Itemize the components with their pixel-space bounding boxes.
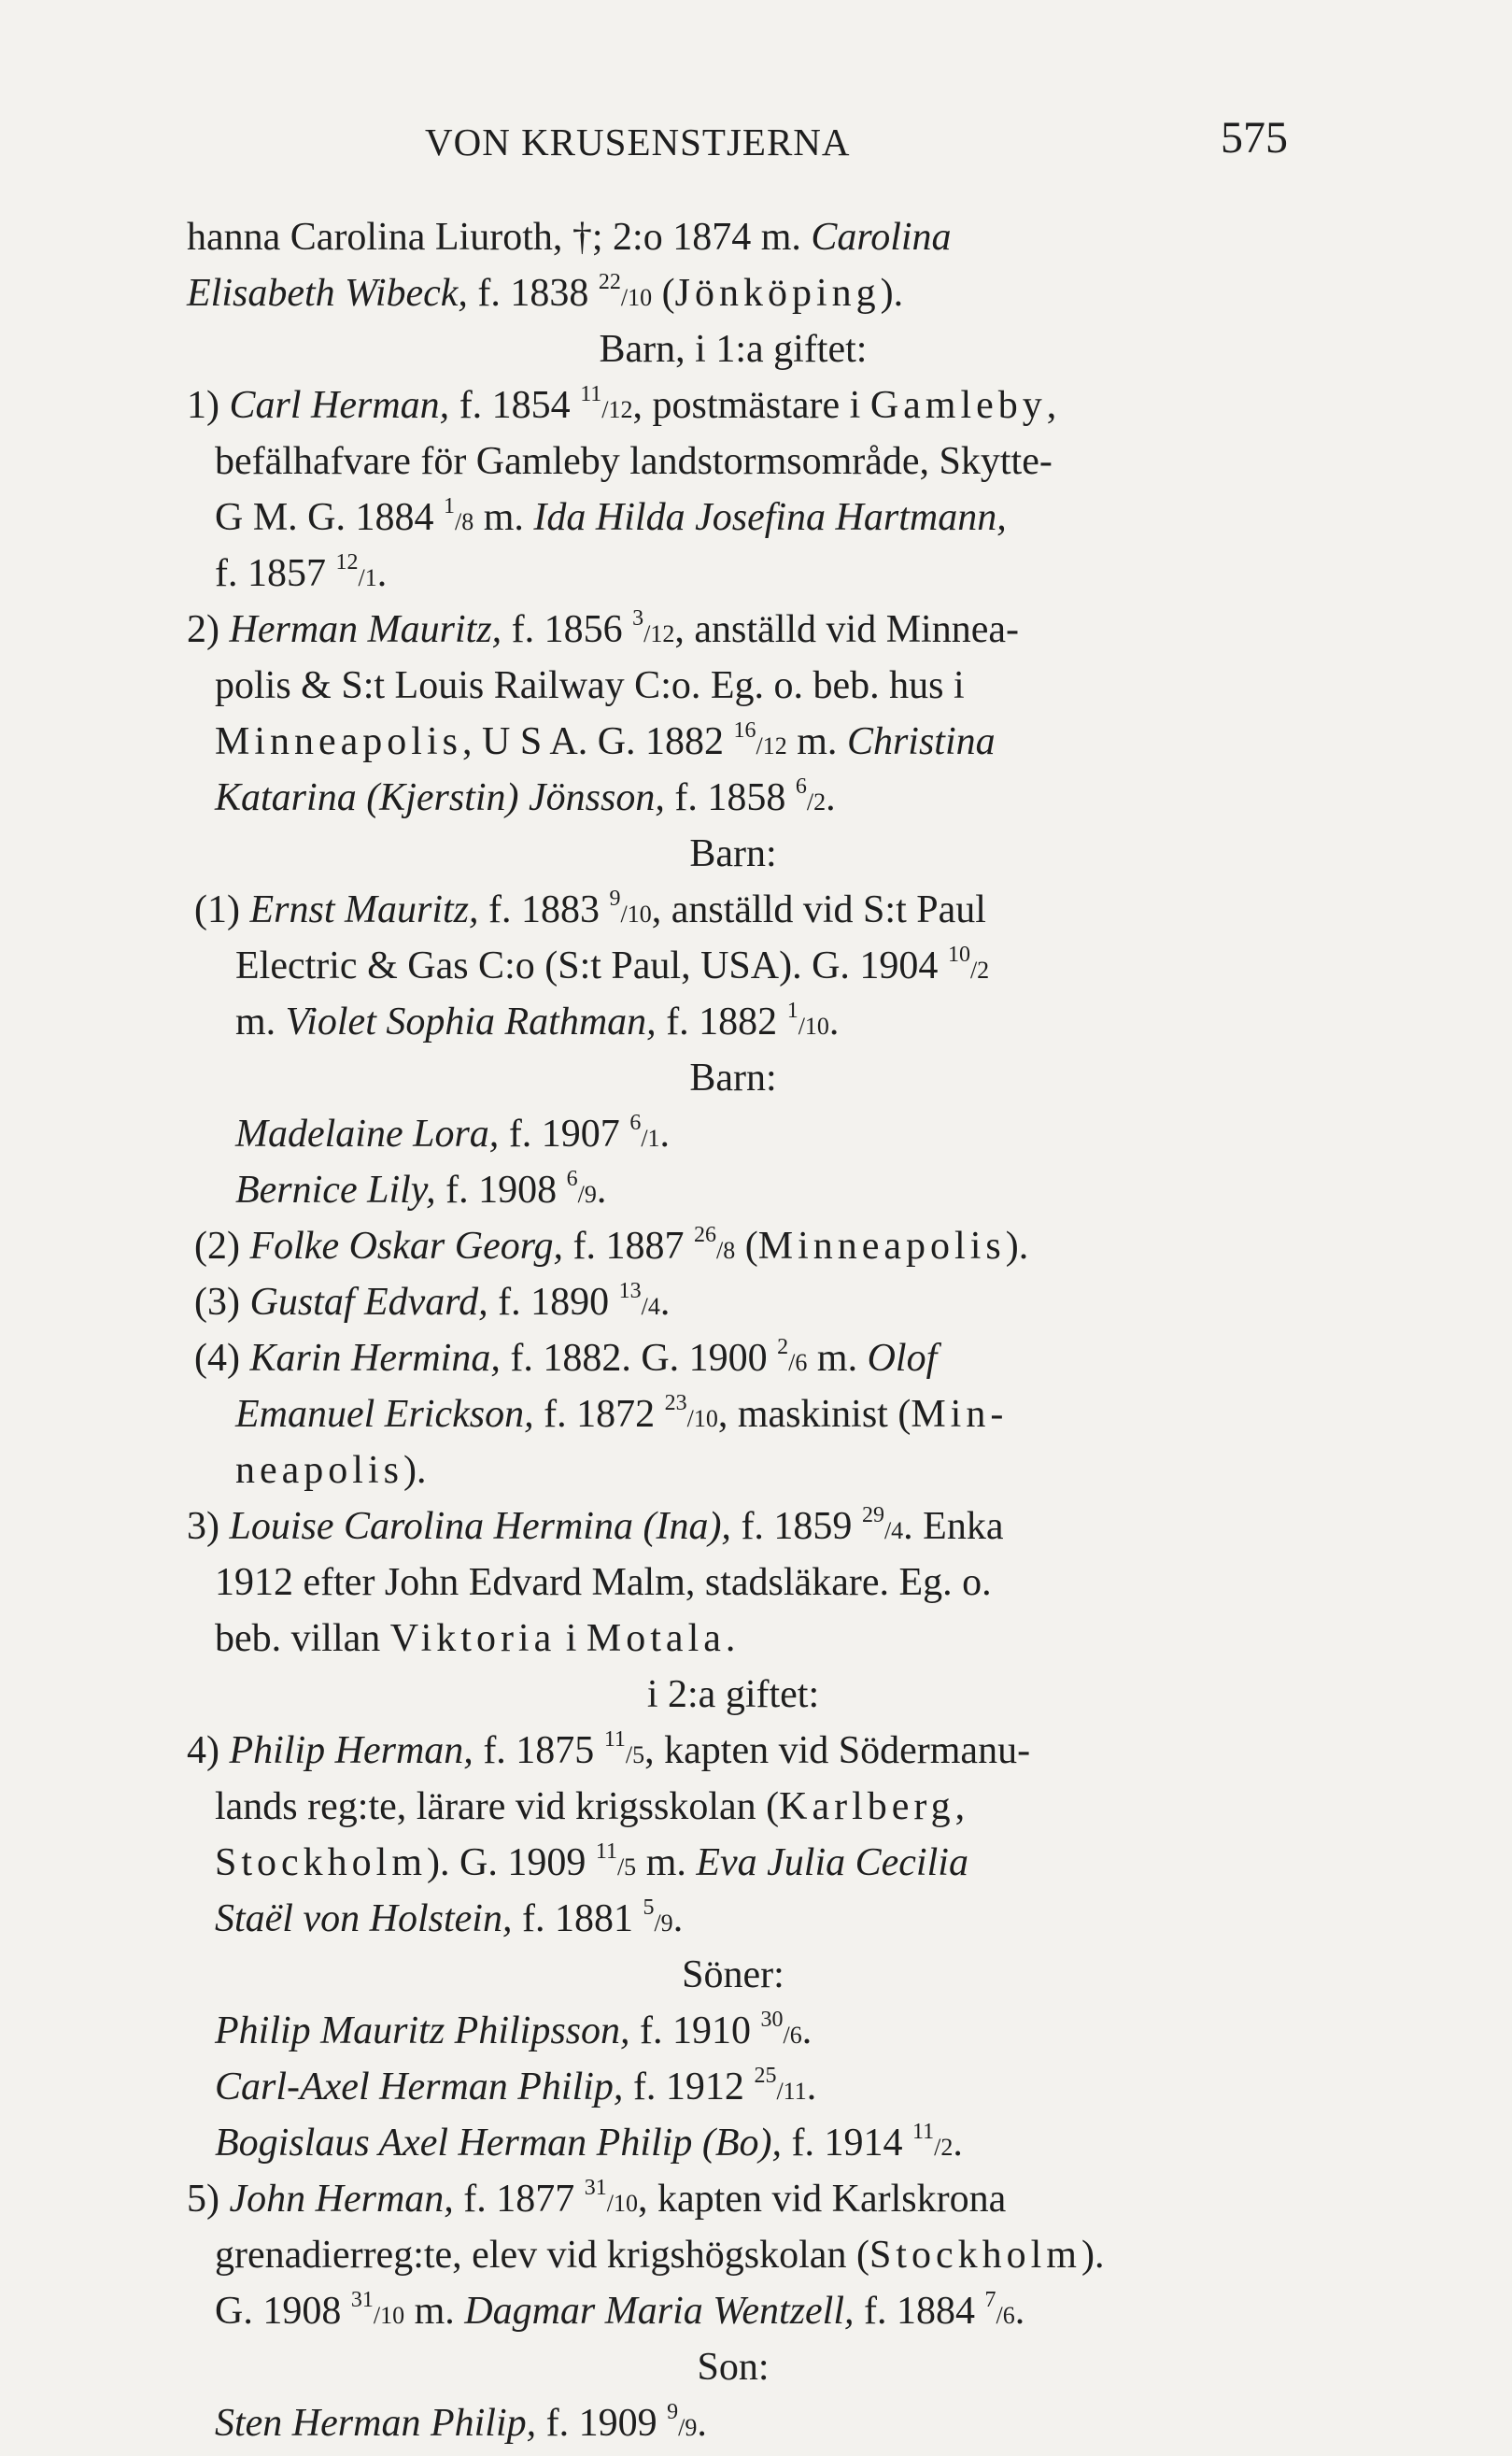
text-line bbox=[187, 1723, 1279, 1779]
date-day: 9 bbox=[609, 887, 621, 911]
text-run: f. 1857 bbox=[215, 552, 336, 595]
text-run: . bbox=[953, 2122, 963, 2165]
date-month: /1 bbox=[358, 564, 377, 591]
text-run: G. 1908 bbox=[215, 2290, 351, 2333]
text-line bbox=[187, 2003, 1279, 2059]
date-month: /8 bbox=[716, 1237, 736, 1264]
text-run: 1) bbox=[187, 384, 230, 427]
text-line bbox=[187, 1442, 1279, 1498]
text-run: f. 1854 bbox=[449, 384, 581, 427]
text-run: f. 1914 bbox=[781, 2122, 912, 2165]
italic-name: Ernst Mauritz, bbox=[249, 888, 479, 931]
date-month: /2 bbox=[934, 2134, 954, 2161]
date-day: 9 bbox=[667, 2400, 679, 2424]
text-run: lands reg:te, lärare vid krigsskolan ( bbox=[215, 1785, 780, 1828]
text-run: . bbox=[672, 1897, 684, 1940]
text-line bbox=[187, 2171, 1279, 2227]
italic-name: Madelaine Lora, bbox=[235, 1113, 500, 1156]
text-run: f. 1912 bbox=[623, 2066, 755, 2108]
text-run: f. 1909 bbox=[536, 2402, 668, 2445]
spaced-place-name: Minneapolis bbox=[215, 720, 462, 763]
text-run: f. 1908 bbox=[435, 1169, 567, 1212]
text-run: , maskinist ( bbox=[717, 1393, 911, 1436]
text-run: f. 1887 bbox=[563, 1225, 695, 1268]
date-month: /6 bbox=[996, 2302, 1015, 2329]
text-run: f. 1907 bbox=[499, 1113, 630, 1156]
text-run: befälhafvare för Gamleby landstormsområde, Skytte- bbox=[215, 440, 1053, 483]
date-day: 30 bbox=[760, 2008, 784, 2032]
date-month: /10 bbox=[620, 284, 653, 311]
spaced-place-name: Viktoria bbox=[389, 1617, 557, 1660]
text-run: f. 1838 bbox=[467, 272, 599, 315]
italic-name: Louise Carolina Hermina (Ina), bbox=[229, 1505, 731, 1548]
text-run: grenadierreg:te, elev vid krigshögskolan ( bbox=[215, 2234, 869, 2277]
text-run: 1912 efter John Edvard Malm, stadsläkare. Eg. o. bbox=[215, 1561, 992, 1604]
text-line bbox=[187, 1947, 1279, 2003]
text-line bbox=[187, 1050, 1279, 1106]
date-month: /9 bbox=[577, 1181, 597, 1208]
text-run: f. 1872 bbox=[533, 1393, 665, 1436]
italic-name: Olof bbox=[867, 1337, 938, 1380]
text-run: Barn: bbox=[689, 832, 777, 875]
date-month: /8 bbox=[455, 508, 474, 535]
text-run: f. 1884 bbox=[854, 2290, 985, 2333]
text-run: , U S A. G. 1882 bbox=[461, 720, 734, 763]
text-run: Söner: bbox=[682, 1953, 784, 1996]
italic-name: Eva Julia Cecilia bbox=[696, 1841, 968, 1884]
date-day: 12 bbox=[335, 550, 359, 575]
date-month: /12 bbox=[601, 396, 633, 423]
date-month: /2 bbox=[969, 957, 990, 984]
date-day: 23 bbox=[664, 1391, 687, 1415]
text-run: . bbox=[826, 776, 836, 819]
date-day: 31 bbox=[584, 2176, 607, 2200]
text-run: ). G. 1909 bbox=[427, 1841, 596, 1884]
date-day: 1 bbox=[444, 494, 456, 518]
date-day: 13 bbox=[618, 1279, 642, 1303]
date-month: /4 bbox=[641, 1293, 660, 1320]
text-run: G M. G. 1884 bbox=[215, 496, 445, 539]
text-run: ). bbox=[880, 272, 904, 315]
text-run: m. bbox=[807, 1337, 868, 1380]
text-run: . bbox=[828, 1001, 840, 1043]
text-run: 2) bbox=[187, 608, 230, 651]
text-run: . bbox=[806, 2066, 817, 2108]
text-line bbox=[187, 1274, 1279, 1330]
date-month: /5 bbox=[625, 1741, 645, 1768]
text-line bbox=[187, 2283, 1279, 2339]
italic-name: Carl-Axel Herman Philip, bbox=[215, 2066, 624, 2108]
date-month: /2 bbox=[806, 788, 827, 816]
date-day: 2 bbox=[777, 1335, 789, 1359]
text-line bbox=[187, 1330, 1279, 1386]
spaced-place-name: Motala bbox=[586, 1617, 726, 1660]
italic-name: Elisabeth Wibeck, bbox=[187, 272, 468, 315]
date-day: 1 bbox=[786, 999, 798, 1023]
text-run: f. 1881 bbox=[512, 1897, 643, 1940]
italic-name: Karin Hermina, bbox=[249, 1337, 501, 1380]
text-line bbox=[187, 602, 1279, 658]
text-run: m. bbox=[636, 1841, 697, 1884]
text-line bbox=[187, 2395, 1279, 2451]
page-header bbox=[187, 103, 1288, 168]
genealogy-text bbox=[187, 209, 1279, 2451]
date-month: /9 bbox=[654, 1909, 673, 1937]
date-month: /10 bbox=[620, 901, 652, 928]
text-run: i 2:a giftet: bbox=[646, 1673, 820, 1716]
text-line bbox=[187, 209, 1279, 265]
date-month: /12 bbox=[643, 620, 675, 647]
text-run: ). bbox=[403, 1449, 427, 1492]
date-day: 11 bbox=[595, 1839, 617, 1864]
text-line bbox=[187, 994, 1279, 1050]
text-run: . bbox=[801, 2009, 813, 2052]
spaced-place-name: Stockholm bbox=[869, 2234, 1081, 2277]
text-line bbox=[187, 1386, 1279, 1442]
date-month: /10 bbox=[798, 1013, 829, 1040]
date-day: 22 bbox=[598, 270, 621, 294]
italic-name: Dagmar Maria Wentzell, bbox=[464, 2290, 855, 2333]
text-run: m. bbox=[235, 1001, 286, 1043]
text-run: (2) bbox=[194, 1225, 250, 1268]
text-run: . bbox=[725, 1617, 736, 1660]
italic-name: Philip Herman, bbox=[229, 1729, 473, 1772]
italic-name: Bernice Lily, bbox=[235, 1169, 436, 1212]
text-line bbox=[187, 546, 1279, 602]
date-month: /4 bbox=[883, 1517, 904, 1544]
date-month: /6 bbox=[788, 1349, 808, 1376]
text-line bbox=[187, 321, 1279, 377]
text-run: Barn: bbox=[689, 1057, 777, 1100]
text-run: f. 1877 bbox=[453, 2178, 585, 2221]
date-month: /11 bbox=[776, 2078, 807, 2105]
italic-name: Staël von Holstein, bbox=[215, 1897, 513, 1940]
text-line bbox=[187, 490, 1279, 546]
text-line bbox=[187, 714, 1279, 770]
text-line bbox=[187, 1106, 1279, 1162]
text-run: , kapten vid Karlskrona bbox=[638, 2178, 1007, 2221]
text-run: hanna Carolina Liuroth, †; 2:o 1874 m. bbox=[187, 216, 812, 259]
text-line bbox=[187, 826, 1279, 882]
date-month: /10 bbox=[606, 2190, 639, 2217]
italic-name: Christina bbox=[846, 720, 996, 763]
italic-name: Carolina bbox=[811, 216, 952, 259]
date-month: /5 bbox=[616, 1853, 637, 1881]
text-run: . bbox=[697, 2402, 707, 2445]
text-run: Son: bbox=[697, 2346, 770, 2389]
text-run: . bbox=[596, 1169, 607, 1212]
running-title: VON KRUSENSTJERNA bbox=[425, 121, 851, 163]
date-day: 29 bbox=[861, 1503, 884, 1527]
text-run: , bbox=[1046, 384, 1057, 427]
text-run: ( bbox=[652, 272, 675, 315]
text-run: polis & S:t Louis Railway C:o. Eg. o. beb. hus i bbox=[215, 664, 965, 707]
text-run: f. 1859 bbox=[730, 1505, 862, 1548]
italic-name: Katarina (Kjerstin) Jönsson, bbox=[215, 776, 665, 819]
date-day: 6 bbox=[795, 774, 807, 799]
text-run: , anställd vid S:t Paul bbox=[651, 888, 986, 931]
spaced-place-name: Minneapolis bbox=[757, 1225, 1006, 1268]
text-run: m. bbox=[404, 2290, 465, 2333]
text-line bbox=[187, 2115, 1279, 2171]
spaced-place-name: Gamleby bbox=[869, 384, 1047, 427]
text-run: f. 1875 bbox=[473, 1729, 604, 1772]
text-line bbox=[187, 658, 1279, 714]
text-line bbox=[187, 882, 1279, 938]
text-run: f. 1858 bbox=[664, 776, 796, 819]
text-run: ). bbox=[1005, 1225, 1029, 1268]
date-day: 16 bbox=[733, 718, 756, 743]
text-run: f. 1882 bbox=[656, 1001, 787, 1043]
spaced-place-name: Karlberg bbox=[779, 1785, 955, 1828]
text-line bbox=[187, 2339, 1279, 2395]
date-day: 26 bbox=[694, 1223, 717, 1247]
date-month: /1 bbox=[641, 1125, 660, 1152]
date-day: 7 bbox=[984, 2288, 996, 2312]
date-month: /10 bbox=[373, 2302, 405, 2329]
date-day: 6 bbox=[629, 1111, 642, 1135]
text-run: . bbox=[659, 1113, 671, 1156]
text-line bbox=[187, 1667, 1279, 1723]
text-line bbox=[187, 1555, 1279, 1611]
text-run: m. bbox=[786, 720, 847, 763]
italic-name: Philip Mauritz Philipsson, bbox=[215, 2009, 630, 2052]
spaced-place-name: Jönköping bbox=[674, 272, 881, 315]
text-run: . bbox=[1014, 2290, 1025, 2333]
text-run: f. 1890 bbox=[488, 1281, 619, 1324]
italic-name: Folke Oskar Georg, bbox=[249, 1225, 564, 1268]
italic-name: Gustaf Edvard, bbox=[249, 1281, 488, 1324]
italic-name: Ida Hilda Josefina Hartmann, bbox=[533, 496, 1007, 539]
italic-name: Herman Mauritz, bbox=[229, 608, 502, 651]
spaced-place-name: Stockholm bbox=[215, 1841, 428, 1884]
text-run: (1) bbox=[194, 888, 250, 931]
date-day: 3 bbox=[632, 606, 644, 631]
text-line bbox=[187, 1611, 1279, 1667]
text-run: ). bbox=[1081, 2234, 1105, 2277]
text-run: 4) bbox=[187, 1729, 230, 1772]
date-day: 6 bbox=[566, 1167, 578, 1191]
text-line bbox=[187, 433, 1279, 490]
text-run: beb. villan bbox=[215, 1617, 390, 1660]
text-line bbox=[187, 265, 1279, 321]
italic-name: Emanuel Erickson, bbox=[235, 1393, 534, 1436]
text-run: f. 1882. G. 1900 bbox=[500, 1337, 778, 1380]
text-run: f. 1883 bbox=[478, 888, 610, 931]
text-run: f. 1910 bbox=[629, 2009, 761, 2052]
text-run: (3) bbox=[194, 1281, 250, 1324]
spaced-place-name: neapolis bbox=[235, 1449, 403, 1492]
text-line bbox=[187, 2227, 1279, 2283]
text-run: . bbox=[659, 1281, 671, 1324]
date-day: 10 bbox=[947, 943, 970, 967]
text-run: 3) bbox=[187, 1505, 230, 1548]
date-day: 11 bbox=[580, 382, 602, 406]
date-day: 25 bbox=[754, 2064, 777, 2088]
italic-name: John Herman, bbox=[229, 2178, 454, 2221]
date-day: 11 bbox=[603, 1727, 626, 1752]
text-run: i bbox=[556, 1617, 586, 1660]
text-line bbox=[187, 1835, 1279, 1891]
text-run: Barn, i 1:a giftet: bbox=[599, 328, 868, 371]
text-line bbox=[187, 1498, 1279, 1555]
date-day: 5 bbox=[643, 1895, 655, 1920]
text-run: , postmästare i bbox=[632, 384, 870, 427]
spaced-place-name: Min- bbox=[911, 1393, 1009, 1436]
italic-name: Violet Sophia Rathman, bbox=[285, 1001, 657, 1043]
text-run: Electric & Gas C:o (S:t Paul, USA). G. 1904 bbox=[235, 944, 948, 987]
text-line bbox=[187, 1891, 1279, 1947]
text-run: f. 1856 bbox=[502, 608, 633, 651]
text-run: , anställd vid Minnea- bbox=[674, 608, 1019, 651]
text-run: ( bbox=[735, 1225, 758, 1268]
text-run: . Enka bbox=[903, 1505, 1004, 1548]
text-run: , kapten vid Södermanu- bbox=[644, 1729, 1031, 1772]
date-month: /10 bbox=[686, 1405, 718, 1432]
date-day: 11 bbox=[911, 2120, 935, 2144]
text-line bbox=[187, 1162, 1279, 1218]
text-line bbox=[187, 938, 1279, 994]
italic-name: Bogislaus Axel Herman Philip (Bo), bbox=[215, 2122, 782, 2165]
text-run: 5) bbox=[187, 2178, 230, 2221]
text-run: (4) bbox=[194, 1337, 250, 1380]
text-run: m. bbox=[473, 496, 534, 539]
date-day: 31 bbox=[350, 2288, 374, 2312]
text-run: . bbox=[376, 552, 388, 595]
text-line bbox=[187, 377, 1279, 433]
text-line bbox=[187, 1779, 1279, 1835]
page-number: 575 bbox=[1221, 113, 1288, 163]
text-run: , bbox=[954, 1785, 966, 1828]
text-line bbox=[187, 2059, 1279, 2115]
italic-name: Carl Herman, bbox=[229, 384, 450, 427]
date-month: /6 bbox=[783, 2022, 802, 2049]
text-line bbox=[187, 770, 1279, 826]
date-month: /9 bbox=[678, 2414, 698, 2441]
date-month: /12 bbox=[756, 732, 787, 760]
italic-name: Sten Herman Philip, bbox=[215, 2402, 537, 2445]
text-line bbox=[187, 1218, 1279, 1274]
